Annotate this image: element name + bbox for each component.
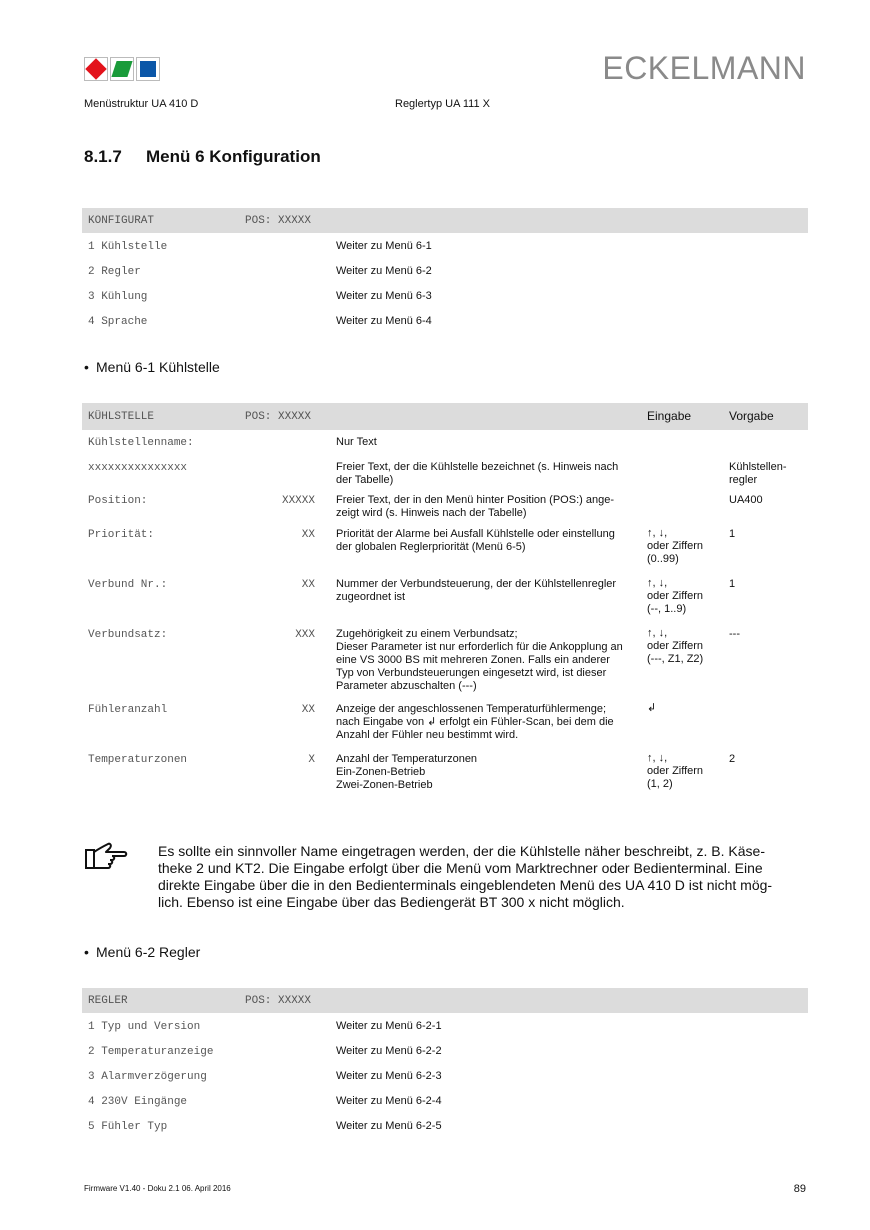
eingabe-line: ↲ <box>647 702 657 714</box>
section-title <box>84 147 321 167</box>
desc-line: zugeordnet ist <box>336 591 406 603</box>
row-vorgabe <box>729 753 807 766</box>
note-line: theke 2 und KT2. Die Eingabe erfolgt über die Menü vom Marktrechner oder Bedienterminal. Eine <box>158 860 763 876</box>
row-desc: Weiter zu Menü 6-2-4 <box>336 1095 442 1107</box>
table-row <box>82 430 808 455</box>
row-desc <box>336 703 641 742</box>
row-vorgabe <box>729 528 807 541</box>
desc-line: Freier Text, der in den Menü hinter Position (POS:) ange- <box>336 494 614 506</box>
bullet-text: Menü 6-1 Kühlstelle <box>96 359 220 375</box>
note-line: Es sollte ein sinnvoller Name eingetragen werden, der die Kühlstelle näher beschreibt, z. B. Käse- <box>158 843 765 859</box>
logo-red-square <box>84 57 108 81</box>
row-label: Priorität: <box>88 529 155 541</box>
row-value: XX <box>301 704 315 716</box>
table-row <box>82 455 808 488</box>
row-label: 5 Fühler Typ <box>88 1121 168 1133</box>
table-header <box>82 988 808 1013</box>
desc-line: Dieser Parameter ist nur erforderlich für die Ankopplung an <box>336 641 623 653</box>
row-vorgabe <box>729 578 807 591</box>
row-label: 3 Alarmverzögerung <box>88 1071 207 1083</box>
pointing-hand-icon <box>84 842 128 872</box>
row-vorgabe <box>729 628 807 641</box>
eingabe-line: oder Ziffern <box>647 640 704 652</box>
desc-line: Ein-Zonen-Betrieb <box>336 766 426 778</box>
row-desc <box>336 753 641 792</box>
table-row <box>82 308 808 333</box>
vorgabe-line: UA400 <box>729 494 763 506</box>
row-label: 4 Sprache <box>88 316 148 328</box>
row-value: XXX <box>295 629 315 641</box>
row-desc <box>336 528 641 554</box>
table-row <box>82 488 808 522</box>
header-eingabe: Eingabe <box>647 409 692 423</box>
vorgabe-line: 1 <box>729 578 736 590</box>
row-desc: Weiter zu Menü 6-2-2 <box>336 1045 442 1057</box>
desc-line: eine VS 3000 BS mit mehreren Zonen. Falls ein anderer <box>336 654 610 666</box>
row-label: 2 Regler <box>88 266 141 278</box>
table-row <box>82 258 808 283</box>
table-row <box>82 522 808 572</box>
bullet-kuehlstelle: • Menü 6-1 Kühlstelle <box>84 359 220 375</box>
desc-line: Zugehörigkeit zu einem Verbundsatz; <box>336 628 518 640</box>
row-desc <box>336 578 641 604</box>
vorgabe-line: 2 <box>729 753 736 765</box>
bullet-regler: • Menü 6-2 Regler <box>84 944 201 960</box>
footer-firmware: Firmware V1.40 - Doku 2.1 06. April 2016 <box>84 1184 231 1193</box>
table-row <box>82 1063 808 1088</box>
header-pos: POS: XXXXX <box>245 411 312 423</box>
desc-line: Nur Text <box>336 436 377 448</box>
desc-line: zeigt wird (s. Hinweis nach der Tabelle) <box>336 507 527 519</box>
row-eingabe <box>647 577 725 616</box>
desc-line: der globalen Reglerpriorität (Menü 6-5) <box>336 541 526 553</box>
eingabe-line: oder Ziffern <box>647 540 704 552</box>
table-header <box>82 208 808 233</box>
konfigurat-table <box>82 208 808 333</box>
note-text <box>158 843 808 911</box>
row-desc: Weiter zu Menü 6-3 <box>336 290 432 302</box>
row-desc <box>336 461 641 487</box>
vorgabe-line: regler <box>729 474 758 486</box>
row-desc: Weiter zu Menü 6-1 <box>336 240 432 252</box>
eingabe-line: oder Ziffern <box>647 765 704 777</box>
page-number: 89 <box>793 1183 806 1195</box>
desc-line: der Tabelle) <box>336 474 394 486</box>
table-row <box>82 1088 808 1113</box>
table-row <box>82 747 808 797</box>
row-label: Fühleranzahl <box>88 704 168 716</box>
header-vorgabe: Vorgabe <box>729 409 774 423</box>
row-eingabe <box>647 702 725 715</box>
row-desc: Weiter zu Menü 6-2 <box>336 265 432 277</box>
row-label: 4 230V Eingänge <box>88 1096 188 1108</box>
desc-line: Priorität der Alarme bei Ausfall Kühlstelle oder einstellung <box>336 528 615 540</box>
row-eingabe <box>647 752 725 791</box>
eingabe-line: (---, Z1, Z2) <box>647 653 704 665</box>
row-label: xxxxxxxxxxxxxxx <box>88 462 188 474</box>
row-label: Temperaturzonen <box>88 754 188 766</box>
eingabe-line: ↑, ↓, <box>647 627 668 639</box>
logo-blue-square <box>136 57 160 81</box>
desc-line: nach Eingabe von ↲ erfolgt ein Fühler-Scan, bei dem die <box>336 716 614 728</box>
header-pos: POS: XXXXX <box>245 995 312 1007</box>
eingabe-line: (0..99) <box>647 553 679 565</box>
company-logo <box>84 57 160 84</box>
header-label: REGLER <box>88 995 128 1007</box>
desc-line: Anzahl der Fühler neu bestimmt wird. <box>336 729 519 741</box>
table-row <box>82 283 808 308</box>
vorgabe-line: --- <box>729 628 740 640</box>
row-desc: Weiter zu Menü 6-4 <box>336 315 432 327</box>
desc-line: Typ von Verbundsteuerungen eingesetzt wird, ist dieser <box>336 667 607 679</box>
desc-line: Zwei-Zonen-Betrieb <box>336 779 433 791</box>
row-value: X <box>308 754 315 766</box>
bullet-text: Menü 6-2 Regler <box>96 944 201 960</box>
header-left: Menüstruktur UA 410 D <box>84 98 199 110</box>
table-row <box>82 572 808 622</box>
table-row <box>82 233 808 258</box>
table-row <box>82 1013 808 1038</box>
desc-line: Anzeige der angeschlossenen Temperaturfühlermenge; <box>336 703 607 715</box>
logo-green-square <box>110 57 134 81</box>
row-value: XX <box>301 579 315 591</box>
eingabe-line: (1, 2) <box>647 778 673 790</box>
row-vorgabe <box>729 494 807 507</box>
table-row <box>82 622 808 697</box>
row-desc: Weiter zu Menü 6-2-3 <box>336 1070 442 1082</box>
row-eingabe <box>647 527 725 566</box>
row-label: 1 Typ und Version <box>88 1021 201 1033</box>
row-desc <box>336 436 641 449</box>
header-label: KÜHLSTELLE <box>88 411 155 423</box>
kuehlstelle-table <box>82 403 808 797</box>
header-middle: Reglertyp UA 111 X <box>395 98 490 110</box>
row-label: 3 Kühlung <box>88 291 148 303</box>
desc-line: Parameter abzuschalten (---) <box>336 680 477 692</box>
section-heading: Menü 6 Konfiguration <box>146 147 321 166</box>
row-label: Kühlstellenname: <box>88 437 194 449</box>
row-value: XXXXX <box>281 495 315 507</box>
section-number: 8.1.7 <box>84 147 122 166</box>
eingabe-line: ↑, ↓, <box>647 577 668 589</box>
row-desc: Weiter zu Menü 6-2-5 <box>336 1120 442 1132</box>
vorgabe-line: 1 <box>729 528 736 540</box>
eingabe-line: oder Ziffern <box>647 590 704 602</box>
brand-name: ECKELMANN <box>602 50 806 86</box>
eingabe-line: (--, 1..9) <box>647 603 687 615</box>
eingabe-line: ↑, ↓, <box>647 752 668 764</box>
regler-table <box>82 988 808 1138</box>
row-desc <box>336 494 641 520</box>
table-row <box>82 697 808 747</box>
row-vorgabe <box>729 461 807 487</box>
row-label: Verbundsatz: <box>88 629 168 641</box>
vorgabe-line: Kühlstellen- <box>729 461 787 473</box>
header-pos: POS: XXXXX <box>245 215 312 227</box>
row-value: XX <box>301 529 315 541</box>
note-line: direkte Eingabe über die in den Bedienterminals eingeblendeten Menü des UA 410 D ist nicht mög- <box>158 877 773 893</box>
table-row <box>82 1038 808 1063</box>
note-line: lich. Ebenso ist eine Eingabe über das Bediengerät BT 300 x nicht möglich. <box>158 894 625 910</box>
row-label: 2 Temperaturanzeige <box>88 1046 214 1058</box>
row-label: 1 Kühlstelle <box>88 241 168 253</box>
row-label: Position: <box>88 495 148 507</box>
row-eingabe <box>647 627 725 666</box>
table-header <box>82 403 808 430</box>
header-label: KONFIGURAT <box>88 215 155 227</box>
desc-line: Nummer der Verbundsteuerung, der der Kühlstellenregler <box>336 578 617 590</box>
row-desc: Weiter zu Menü 6-2-1 <box>336 1020 442 1032</box>
table-row <box>82 1113 808 1138</box>
row-desc <box>336 628 641 693</box>
eingabe-line: ↑, ↓, <box>647 527 668 539</box>
desc-line: Freier Text, der die Kühlstelle bezeichnet (s. Hinweis nach <box>336 461 619 473</box>
row-label: Verbund Nr.: <box>88 579 168 591</box>
desc-line: Anzahl der Temperaturzonen <box>336 753 478 765</box>
